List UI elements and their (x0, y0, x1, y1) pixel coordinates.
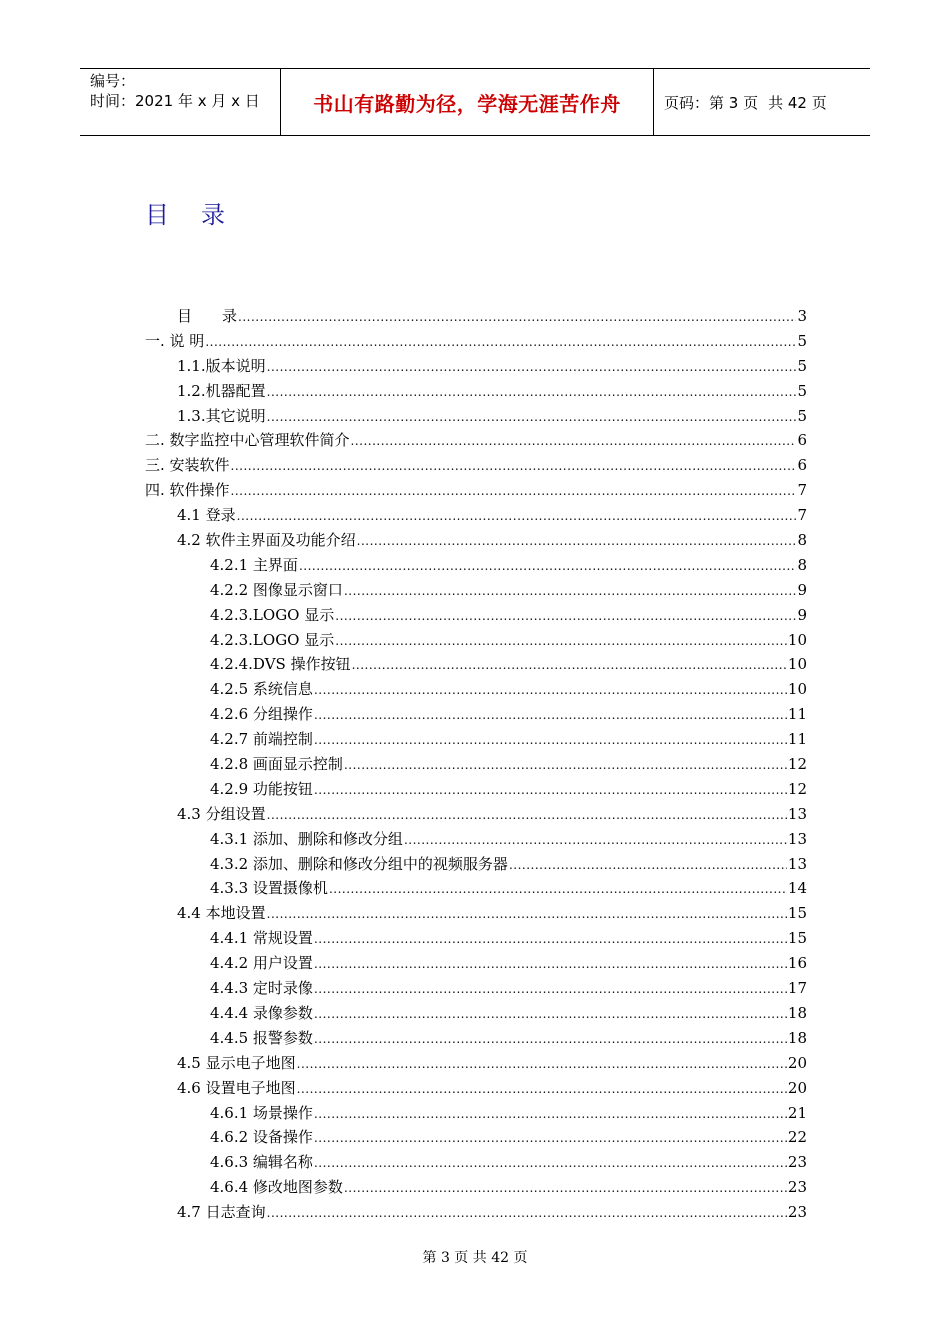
toc-entry-page: 9 (797, 580, 807, 599)
toc-entry-page: 7 (797, 481, 807, 500)
toc-entry[interactable] (145, 1076, 807, 1101)
toc-leader-dots (404, 828, 787, 853)
toc-entry-label: 4.1 登录 (177, 506, 236, 525)
toc-leader-dots (314, 728, 787, 753)
toc-entry-page: 10 (787, 680, 807, 699)
toc-entry[interactable] (145, 876, 807, 901)
toc-entry[interactable] (145, 777, 807, 802)
toc-entry[interactable] (145, 379, 807, 404)
toc-entry-page: 23 (787, 1178, 807, 1197)
toc-entry[interactable] (145, 1150, 807, 1175)
toc-entry-label: 4.4.4 录像参数 (210, 1003, 313, 1022)
toc-entry-page: 17 (787, 979, 807, 998)
toc-leader-dots (231, 479, 797, 504)
toc-entry[interactable] (145, 1125, 807, 1150)
toc-entry-label: 4.2.3.LOGO 显示 (210, 630, 335, 649)
toc-entry-label: 4.2.3.LOGO 显示 (210, 605, 335, 624)
page-label: 页码：第 3 页 (664, 93, 759, 112)
toc-entry-page: 10 (787, 655, 807, 674)
toc-title: 目录 (145, 201, 257, 229)
header-meta (80, 69, 281, 135)
toc-entry-page: 13 (787, 804, 807, 823)
toc-leader-dots (267, 803, 787, 828)
toc-entry-page: 20 (787, 1078, 807, 1097)
toc-leader-dots (267, 405, 797, 430)
toc-entry-label: 4.2.5 系统信息 (210, 680, 313, 699)
toc-entry-label: 1.3.其它说明 (177, 406, 266, 425)
toc-entry-page: 5 (797, 381, 807, 400)
toc-entry-label: 4.2.6 分组操作 (210, 705, 313, 724)
toc-entry[interactable] (145, 1001, 807, 1026)
toc-entry[interactable] (145, 628, 807, 653)
toc-leader-dots (314, 927, 787, 952)
toc-leader-dots (267, 902, 787, 927)
toc-leader-dots (314, 678, 787, 703)
toc-entry-page: 5 (797, 331, 807, 350)
toc-entry[interactable] (145, 428, 807, 453)
toc-entry[interactable] (145, 901, 807, 926)
toc-entry-label: 1.2.机器配置 (177, 381, 266, 400)
toc-entry[interactable] (145, 1026, 807, 1051)
toc-entry-page: 16 (787, 954, 807, 973)
toc-entry[interactable] (145, 1101, 807, 1126)
toc-leader-dots (297, 1077, 787, 1102)
toc-entry[interactable] (145, 1200, 807, 1225)
header-page-info (654, 69, 870, 135)
toc-entry-label: 4.4.5 报警参数 (210, 1028, 313, 1047)
toc-entry[interactable] (145, 702, 807, 727)
toc-entry-label: 4.2.8 画面显示控制 (210, 755, 343, 774)
toc-entry-page: 3 (797, 307, 807, 325)
toc-entry-label: 4.4.3 定时录像 (210, 979, 313, 998)
toc-entry-page: 21 (787, 1103, 807, 1122)
toc-entry-label: 目 录 (177, 307, 238, 325)
toc-leader-dots (335, 629, 787, 654)
toc-entry-label: 4.4.1 常规设置 (210, 929, 313, 948)
toc-leader-dots (297, 1052, 787, 1077)
toc-entry-label: 4.6.2 设备操作 (210, 1128, 313, 1147)
toc-leader-dots (238, 305, 796, 330)
toc-entry-page: 10 (787, 630, 807, 649)
toc-entry-page: 5 (797, 406, 807, 425)
toc-leader-dots (314, 1027, 787, 1052)
toc-leader-dots (314, 977, 787, 1002)
date-label: 时间：2021 年 x 月 x 日 (90, 92, 260, 110)
toc-entry[interactable] (145, 453, 807, 478)
table-of-contents (145, 304, 807, 1225)
toc-entry[interactable] (145, 852, 807, 877)
toc-entry[interactable] (145, 976, 807, 1001)
toc-entry-page: 22 (787, 1128, 807, 1147)
toc-leader-dots (351, 429, 797, 454)
header-motto: 书山有路勤为径，学海无涯苦作舟 (281, 69, 654, 135)
toc-entry[interactable] (145, 603, 807, 628)
toc-entry-page: 7 (797, 506, 807, 525)
toc-entry[interactable] (145, 578, 807, 603)
toc-entry[interactable] (145, 652, 807, 677)
toc-entry-page: 11 (787, 705, 807, 724)
toc-leader-dots (314, 1102, 787, 1127)
toc-entry[interactable] (145, 677, 807, 702)
toc-entry[interactable] (145, 802, 807, 827)
toc-leader-dots (335, 604, 796, 629)
toc-entry[interactable] (145, 1051, 807, 1076)
toc-entry-label: 4.2 软件主界面及功能介绍 (177, 531, 356, 550)
toc-leader-dots (352, 653, 787, 678)
page-header (80, 68, 870, 136)
toc-leader-dots (314, 1002, 787, 1027)
toc-entry-page: 20 (787, 1053, 807, 1072)
toc-entry-page: 23 (787, 1203, 807, 1222)
page-footer: 第 3 页 共 42 页 (422, 1250, 528, 1266)
toc-entry-page: 8 (797, 555, 807, 574)
toc-entry-page: 15 (787, 929, 807, 948)
toc-leader-dots (314, 703, 787, 728)
toc-leader-dots (314, 952, 787, 977)
toc-entry[interactable] (145, 926, 807, 951)
toc-leader-dots (314, 1126, 787, 1151)
toc-entry[interactable] (145, 727, 807, 752)
toc-entry-label: 4.6.3 编辑名称 (210, 1153, 313, 1172)
toc-entry-page: 6 (797, 431, 807, 450)
toc-entry-label: 4.7 日志查询 (177, 1203, 266, 1222)
toc-entry-label: 4.3 分组设置 (177, 804, 266, 823)
toc-entry-page: 18 (787, 1003, 807, 1022)
toc-entry-page: 8 (797, 531, 807, 550)
toc-entry-label: 4.3.3 设置摄像机 (210, 879, 328, 898)
toc-leader-dots (329, 877, 787, 902)
toc-entry-page: 12 (787, 755, 807, 774)
toc-entry-label: 4.6 设置电子地图 (177, 1078, 296, 1097)
toc-entry-page: 12 (787, 779, 807, 798)
total-label: 共 42 页 (768, 93, 827, 112)
toc-entry-label: 4.2.9 功能按钮 (210, 779, 313, 798)
toc-entry[interactable] (145, 503, 807, 528)
toc-leader-dots (267, 380, 797, 405)
toc-entry-label: 四. 软件操作 (145, 481, 230, 500)
toc-entry-label: 4.2.1 主界面 (210, 555, 298, 574)
toc-entry-label: 4.6.4 修改地图参数 (210, 1178, 343, 1197)
toc-entry-page: 14 (787, 879, 807, 898)
toc-leader-dots (509, 853, 787, 878)
toc-leader-dots (267, 355, 797, 380)
toc-entry-label: 4.4.2 用户设置 (210, 954, 313, 973)
toc-entry-label: 一. 说 明 (145, 331, 205, 350)
toc-leader-dots (237, 504, 797, 529)
toc-entry-page: 5 (797, 356, 807, 375)
toc-leader-dots (344, 579, 797, 604)
toc-leader-dots (314, 778, 787, 803)
toc-entry-page: 6 (797, 456, 807, 475)
toc-entry-page: 13 (787, 854, 807, 873)
toc-entry-label: 二. 数字监控中心管理软件简介 (145, 431, 350, 450)
toc-entry[interactable] (145, 827, 807, 852)
toc-entry-label: 1.1.版本说明 (177, 356, 266, 375)
toc-leader-dots (205, 330, 796, 355)
toc-entry-page: 9 (797, 605, 807, 624)
toc-entry-page: 18 (787, 1028, 807, 1047)
toc-entry-page: 15 (787, 904, 807, 923)
toc-leader-dots (344, 1176, 787, 1201)
code-label: 编号： (90, 72, 136, 90)
toc-entry-page: 11 (787, 730, 807, 749)
toc-entry-label: 4.2.4.DVS 操作按钮 (210, 655, 351, 674)
toc-entry[interactable] (145, 304, 807, 329)
toc-entry[interactable] (145, 329, 807, 354)
toc-entry-label: 4.2.2 图像显示窗口 (210, 580, 343, 599)
toc-leader-dots (344, 753, 787, 778)
toc-entry-label: 4.4 本地设置 (177, 904, 266, 923)
toc-leader-dots (299, 554, 797, 579)
toc-entry-label: 4.3.2 添加、删除和修改分组中的视频服务器 (210, 854, 508, 873)
toc-entry[interactable] (145, 1175, 807, 1200)
toc-entry-page: 13 (787, 829, 807, 848)
toc-entry[interactable] (145, 752, 807, 777)
toc-entry[interactable] (145, 404, 807, 429)
toc-entry-label: 4.2.7 前端控制 (210, 730, 313, 749)
toc-entry[interactable] (145, 478, 807, 503)
toc-leader-dots (357, 529, 797, 554)
toc-leader-dots (314, 1151, 787, 1176)
toc-entry-page: 23 (787, 1153, 807, 1172)
toc-leader-dots (267, 1201, 787, 1226)
toc-entry-label: 4.6.1 场景操作 (210, 1103, 313, 1122)
toc-leader-dots (231, 454, 797, 479)
toc-entry-label: 三. 安装软件 (145, 456, 230, 475)
toc-entry[interactable] (145, 528, 807, 553)
toc-entry[interactable] (145, 951, 807, 976)
toc-entry[interactable] (145, 553, 807, 578)
toc-entry[interactable] (145, 354, 807, 379)
toc-entry-label: 4.3.1 添加、删除和修改分组 (210, 829, 403, 848)
toc-entry-label: 4.5 显示电子地图 (177, 1053, 296, 1072)
